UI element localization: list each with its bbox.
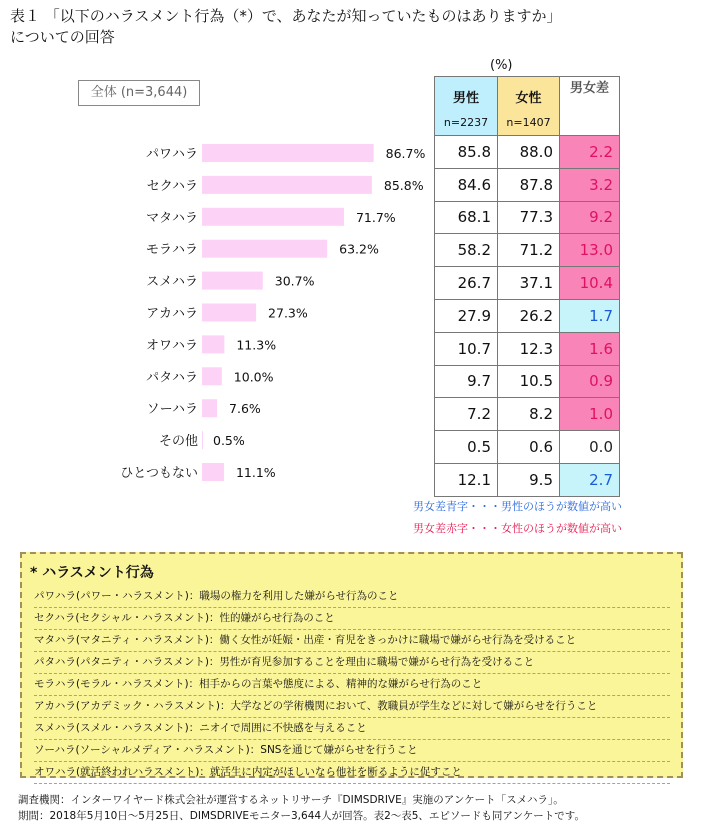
value-label: 30.7% <box>274 273 315 289</box>
value-label: 86.7% <box>385 146 426 161</box>
male-value: 12.1 <box>435 463 498 496</box>
female-header <box>498 77 560 136</box>
table-row <box>435 398 620 431</box>
category-label: セクハラ <box>146 178 198 194</box>
table-row <box>435 332 620 365</box>
value-label: 0.5% <box>213 433 245 449</box>
table-row <box>435 463 620 496</box>
definitions-box <box>20 552 683 778</box>
bar <box>202 463 224 481</box>
bar-chart <box>0 0 434 500</box>
title-line-1: 表１ 「以下のハラスメント行為（*）で、あなたが知っていたものはありますか」 <box>10 7 562 25</box>
table-row <box>435 431 620 464</box>
male-value: 0.5 <box>435 431 498 464</box>
table-row <box>435 168 620 201</box>
female-value: 0.6 <box>498 431 560 464</box>
diff-value: 9.2 <box>560 201 620 234</box>
category-label: オワハラ <box>145 338 198 354</box>
male-value: 7.2 <box>435 398 498 431</box>
male-value: 26.7 <box>435 267 498 300</box>
table-row <box>435 136 620 169</box>
value-label: 63.2% <box>339 241 379 257</box>
bar <box>202 335 224 353</box>
footer-note <box>18 792 585 824</box>
value-label: 11.1% <box>235 465 276 480</box>
table-body <box>435 136 620 497</box>
definitions-title: * ハラスメント行為 <box>30 565 154 581</box>
diff-value: 10.4 <box>560 267 620 300</box>
male-value: 27.9 <box>435 299 498 332</box>
value-label: 71.7% <box>355 209 396 225</box>
diff-value: 3.2 <box>560 168 620 201</box>
definition-item: ソーハラ(ソーシャルメディア・ハラスメント)：SNSを通じて嫌がらせを行うこと <box>34 740 670 762</box>
category-label: パワハラ <box>145 147 198 162</box>
female-header-label: 女性 <box>515 91 542 106</box>
female-value: 10.5 <box>498 365 560 398</box>
footer-line-2: 期間：2018年5月10日～5月25日、DIMSDRIVEモニター3,644人が回答。表2～表5、エピソードも同アンケートです。 <box>18 810 585 822</box>
table-row <box>435 299 620 332</box>
category-label: その他 <box>158 434 198 450</box>
diff-value: 1.7 <box>560 299 620 332</box>
male-value: 10.7 <box>435 332 498 365</box>
category-label: ソーハラ <box>146 402 198 418</box>
female-value: 71.2 <box>498 234 560 267</box>
bar <box>202 304 256 322</box>
diff-value: 1.0 <box>560 398 620 431</box>
value-label: 85.8% <box>383 177 424 193</box>
category-label: ひとつもない <box>120 466 198 481</box>
female-sample-size: n=1407 <box>506 116 551 129</box>
definition-item: スメハラ(スメル・ハラスメント)：ニオイで周囲に不快感を与えること <box>34 718 670 740</box>
definition-item: セクハラ(セクシャル・ハラスメント)：性的嫌がらせ行為のこと <box>34 608 670 630</box>
diff-value: 2.7 <box>560 463 620 496</box>
table-row <box>435 234 620 267</box>
male-value: 84.6 <box>435 168 498 201</box>
title-line-2: についての回答 <box>10 28 115 46</box>
bar <box>202 367 222 385</box>
female-value: 77.3 <box>498 201 560 234</box>
female-value: 37.1 <box>498 267 560 300</box>
definition-item: アカハラ(アカデミック・ハラスメント)：大学などの学術機関において、教職員が学生などに対して嫌がらせを行うこと <box>34 696 670 718</box>
definitions-list <box>34 586 670 784</box>
bar <box>202 208 344 226</box>
diff-value: 2.2 <box>560 136 620 169</box>
definition-item: マタハラ(マタニティ・ハラスメント)：働く女性が妊娠・出産・育児をきっかけに職場で嫌がらせ行為を受けること <box>34 630 670 652</box>
male-header-label: 男性 <box>452 91 479 106</box>
category-label: アカハラ <box>146 306 198 322</box>
diff-header: 男女差 <box>560 77 620 136</box>
percent-unit-label: (%) <box>490 58 513 73</box>
male-sample-size: n=2237 <box>443 116 489 129</box>
bar <box>202 399 217 417</box>
table-row <box>435 201 620 234</box>
category-label: スメハラ <box>146 274 198 290</box>
female-value: 26.2 <box>498 299 560 332</box>
value-label: 11.3% <box>236 337 277 353</box>
bar <box>202 176 372 194</box>
definition-item: パワハラ(パワー・ハラスメント)：職場の権力を利用した嫌がらせ行為のこと <box>34 586 670 608</box>
male-value: 68.1 <box>435 201 498 234</box>
value-label: 27.3% <box>268 305 308 321</box>
female-value: 12.3 <box>498 332 560 365</box>
female-value: 87.8 <box>498 168 560 201</box>
diff-value: 1.6 <box>560 332 620 365</box>
legend-blue-note: 男女差青字・・・男性のほうが数値が高い <box>413 500 622 513</box>
category-label: パタハラ <box>146 370 198 386</box>
category-label: マタハラ <box>146 210 198 226</box>
definition-item: モラハラ(モラル・ハラスメント)：相手からの言葉や態度による、精神的な嫌がらせ行為のこと <box>34 674 670 696</box>
male-value: 9.7 <box>435 365 498 398</box>
male-header <box>435 77 498 136</box>
definition-item: オワハラ(就活終われハラスメント)：就活生に内定がほしいなら他社を断るように促すこと <box>34 762 670 784</box>
bar <box>202 431 203 449</box>
value-label: 10.0% <box>233 369 274 385</box>
female-value: 8.2 <box>498 398 560 431</box>
gender-table <box>434 76 620 497</box>
diff-value: 0.9 <box>560 365 620 398</box>
footer-line-1: 調査機関：インターワイヤード株式会社が運営するネットリサーチ『DIMSDRIVE』実施のアンケート「スメハラ」。 <box>18 794 564 806</box>
diff-value: 0.0 <box>560 431 620 464</box>
category-label: モラハラ <box>145 242 198 258</box>
male-value: 85.8 <box>435 136 498 169</box>
bar <box>202 240 327 258</box>
table-row <box>435 267 620 300</box>
diff-value: 13.0 <box>560 234 620 267</box>
bar <box>202 144 374 162</box>
bar <box>202 272 263 290</box>
overall-sample-label: 全体 (n=3,644) <box>78 80 200 106</box>
female-value: 9.5 <box>498 463 560 496</box>
female-value: 88.0 <box>498 136 560 169</box>
male-value: 58.2 <box>435 234 498 267</box>
value-label: 7.6% <box>229 401 261 417</box>
definition-item: パタハラ(パタニティ・ハラスメント)：男性が育児参加することを理由に職場で嫌がらせ行為を受けること <box>34 652 670 674</box>
legend-red-note: 男女差赤字・・・女性のほうが数値が高い <box>413 522 622 535</box>
table-row <box>435 365 620 398</box>
